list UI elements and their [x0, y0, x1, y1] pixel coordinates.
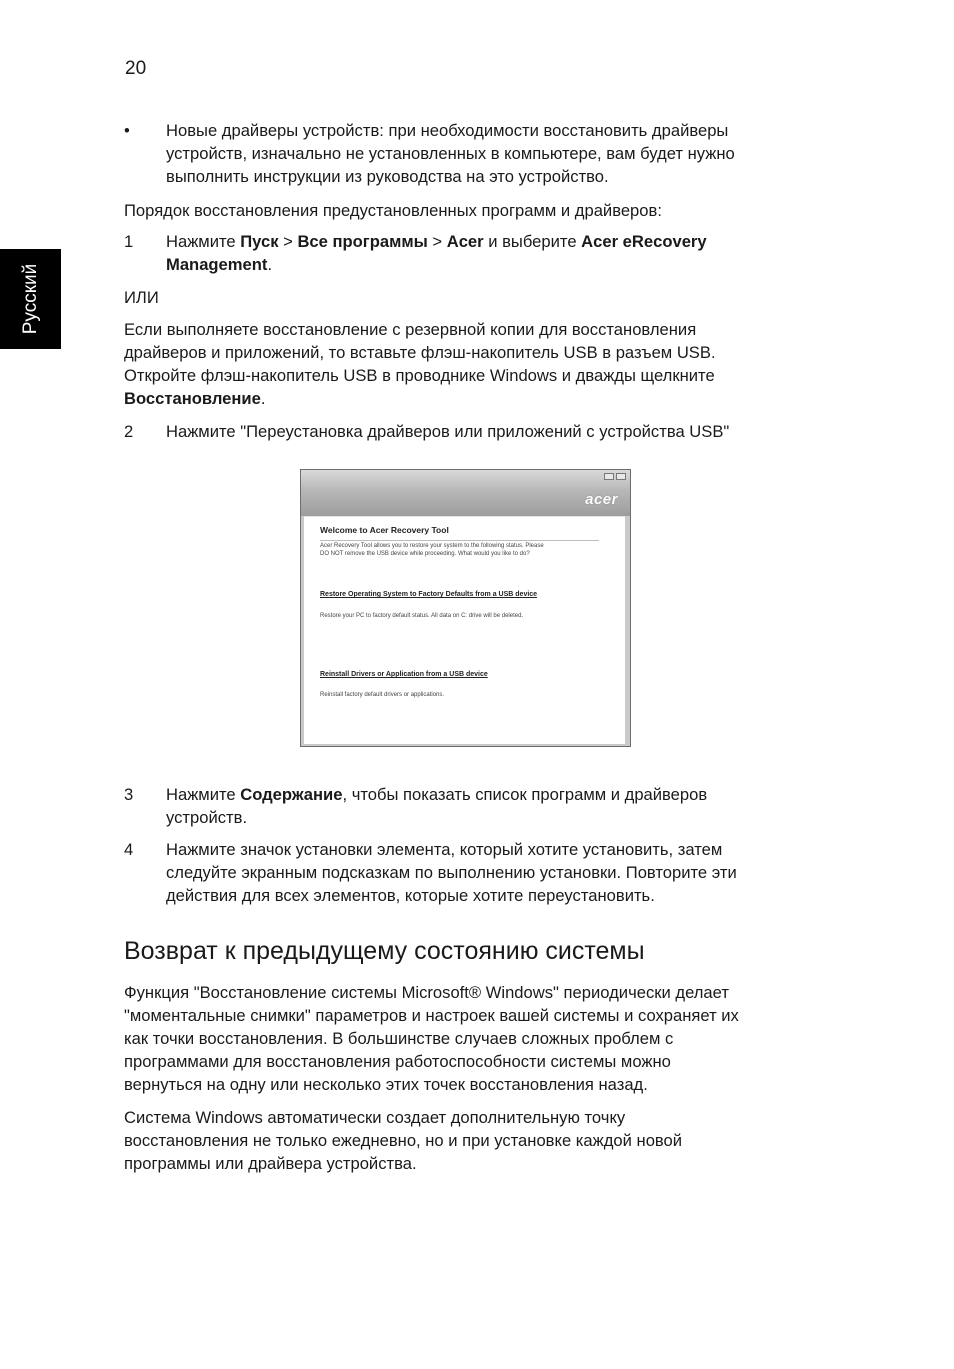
step-4-line: действия для всех элементов, которые хотите переустановить. [166, 886, 655, 905]
step-1-erecovery: Acer eRecovery [581, 232, 707, 251]
paragraph-line: программы или драйвера устройства. [124, 1154, 417, 1173]
step-1-start: Пуск [240, 232, 279, 251]
step-1-number: 1 [124, 232, 134, 251]
language-tab [0, 249, 61, 349]
step-3-number: 3 [124, 785, 134, 804]
section-paragraph-2 [124, 1106, 682, 1175]
bullet-line: устройств, изначально не установленных в компьютере, вам будет нужно [166, 144, 735, 163]
step-1-part: > [278, 232, 298, 251]
reinstall-drivers-link[interactable]: Reinstall Drivers or Application from a USB device [320, 671, 488, 678]
window-controls [604, 473, 626, 480]
restore-os-link[interactable]: Restore Operating System to Factory Defaults from a USB device [320, 591, 538, 598]
reinstall-drivers-description: Reinstall factory default drivers or applications. [320, 692, 445, 698]
paragraph-line: как точки восстановления. В большинстве случаев сложных проблем с [124, 1029, 674, 1048]
bullet-line: выполнить инструкции из руководства на это устройство. [166, 167, 609, 186]
step-3-part: Нажмите [166, 785, 241, 804]
window-content [304, 516, 625, 744]
bullet-text [166, 119, 735, 188]
window-header [301, 470, 630, 516]
paragraph-line: "моментальные снимки" параметров и настроек вашей системы и сохраняет их [124, 1006, 739, 1025]
usb-paragraph [124, 318, 716, 410]
section-paragraph-1 [124, 981, 739, 1096]
step-4-number: 4 [124, 840, 134, 859]
language-tab-label: Русский [19, 263, 41, 335]
paragraph-line: Функция "Восстановление системы Microsoft® Windows" периодически делает [124, 983, 729, 1002]
section-heading: Возврат к предыдущему состоянию системы [124, 937, 645, 965]
recovery-tool-screenshot [300, 469, 631, 747]
minimize-icon [604, 473, 614, 480]
step-1-part: и выберите [483, 232, 582, 251]
usb-line: Откройте флэш-накопитель USB в проводнике Windows и дважды щелкните [124, 366, 715, 385]
usb-line: Если выполняете восстановление с резервной копии для восстановления [124, 320, 697, 339]
paragraph-line: вернуться на одну или несколько этих точек восстановления назад. [124, 1075, 648, 1094]
step-1-text [166, 230, 707, 276]
window-title: Welcome to Acer Recovery Tool [320, 525, 449, 535]
step-1-acer: Acer [446, 232, 484, 251]
step-1-line [166, 230, 707, 253]
step-4-line: Нажмите значок установки элемента, который хотите установить, затем [166, 840, 723, 859]
page-number: 20 [125, 58, 147, 79]
usb-restore-word: Восстановление [124, 389, 261, 408]
step-2-number: 2 [124, 422, 134, 441]
paragraph-line: программами для восстановления работоспособности системы можно [124, 1052, 671, 1071]
step-3-line [166, 783, 707, 806]
step-3-text [166, 783, 707, 829]
usb-line [124, 387, 716, 410]
window-description [320, 542, 544, 558]
step-3-contents: Содержание [240, 785, 343, 804]
step-1-management: Management [166, 255, 268, 274]
acer-logo: acer [585, 491, 618, 508]
usb-line: драйверов и приложений, то вставьте флэш-накопитель USB в разъем USB. [124, 343, 716, 362]
paragraph-line: восстановления не только ежедневно, но и при установке каждой новой [124, 1131, 683, 1150]
step-3-part: , чтобы показать список программ и драйверов [342, 785, 708, 804]
bullet-line: Новые драйверы устройств: при необходимости восстановить драйверы [166, 121, 729, 140]
step-1-part: . [267, 255, 273, 274]
paragraph-line: Система Windows автоматически создает дополнительную точку [124, 1108, 626, 1127]
description-line: Acer Recovery Tool allows you to restore your system to the following status. Please [320, 543, 544, 549]
step-1-line [166, 253, 707, 276]
description-line: DO NOT remove the USB device while proceeding. What would you like to do? [320, 551, 530, 557]
step-4-line: следуйте экранным подсказкам по выполнению установки. Повторите эти [166, 863, 737, 882]
step-1-part: > [427, 232, 447, 251]
step-1-all-programs: Все программы [297, 232, 428, 251]
step-3-line: устройств. [166, 808, 248, 827]
or-text: ИЛИ [124, 288, 159, 307]
usb-end: . [260, 389, 266, 408]
step-2-text: Нажмите "Переустановка драйверов или приложений с устройства USB" [166, 422, 730, 441]
close-icon [616, 473, 626, 480]
bullet-marker: • [124, 121, 130, 140]
step-4-text [166, 838, 737, 907]
step-1-part: Нажмите [166, 232, 241, 251]
restore-os-description: Restore your PC to factory default status. All data on C: drive will be deleted. [320, 613, 524, 619]
intro-paragraph: Порядок восстановления предустановленных программ и драйверов: [124, 201, 662, 220]
title-divider [320, 540, 599, 541]
